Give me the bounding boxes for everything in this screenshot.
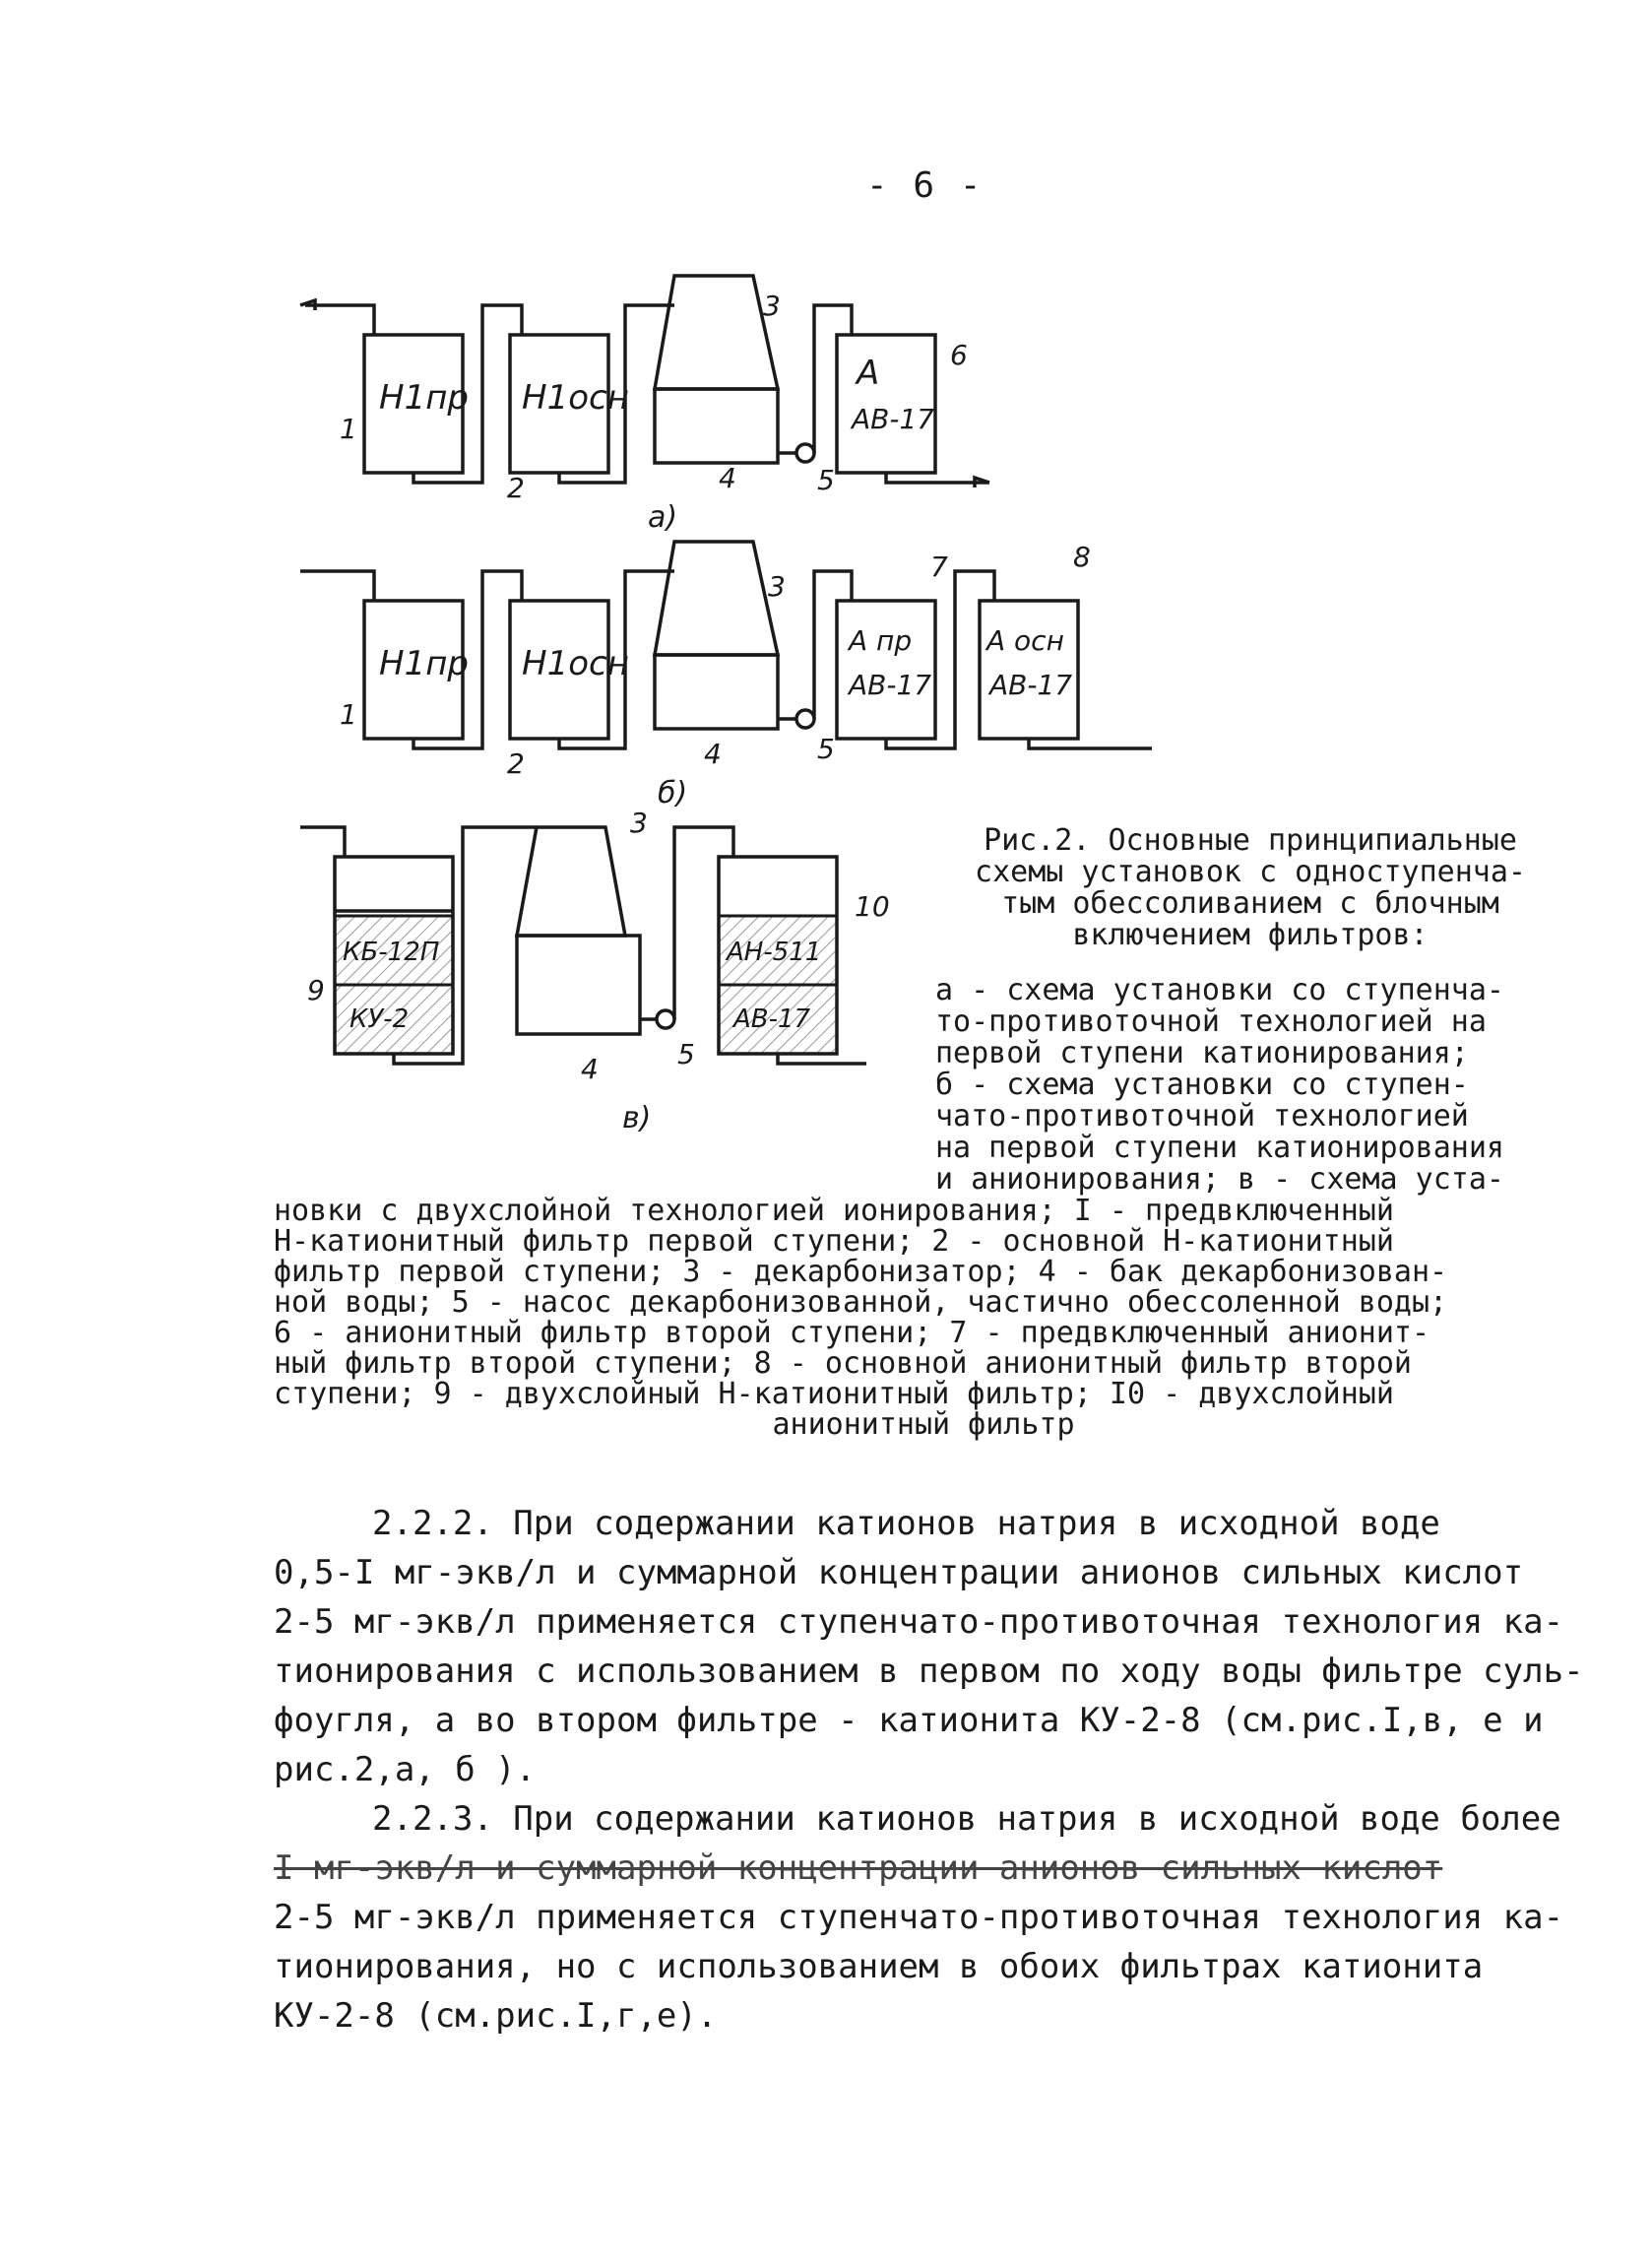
caption-line: 6 - анионитный фильтр второй ступени; 7 - предвключенный анионит-	[274, 1316, 1430, 1350]
paragraph-2-2-3-line: 2.2.3. При содержании катионов натрия в исходной воде более	[372, 1799, 1561, 1839]
caption-line: и анионирования; в - схема уста-	[935, 1162, 1504, 1197]
caption-line: фильтр первой ступени; 3 - декарбонизатор; 4 - бак декарбонизован-	[274, 1255, 1448, 1289]
paragraph-2-2-2-line: 0,5-I мг-экв/л и суммарной концентрации анионов сильных кислот	[274, 1553, 1524, 1592]
num-5: 5	[817, 464, 835, 496]
caption-line: новки с двухслойной технологией ионирования; I - предвключенный	[274, 1194, 1394, 1228]
filter-6-label-line2: АВ-17	[852, 403, 935, 435]
filter-6-label-line1: А	[857, 354, 880, 393]
num-6: 6	[950, 339, 968, 371]
paragraph-2-2-2-line: тионирования с использованием в первом по ходу воды фильтре суль-	[274, 1652, 1584, 1691]
num-8: 8	[1073, 541, 1091, 573]
caption-line: первой ступени катионирования;	[935, 1036, 1469, 1070]
paragraph-2-2-3-line: тионирования, но с использованием в обоих фильтрах катионита	[274, 1947, 1484, 1986]
num-7: 7	[930, 551, 948, 583]
num-4-b: 4	[704, 738, 722, 770]
filter-1-label-b: Н1пр	[379, 644, 470, 683]
filter-2-label: Н1осн	[522, 378, 629, 418]
layer-av-17: АВ-17	[733, 1004, 811, 1034]
paragraph-2-2-3-line: КУ-2-8 (см.рис.I,г,е).	[274, 1996, 718, 2036]
num-10: 10	[855, 890, 890, 923]
body-text	[274, 1499, 1583, 2041]
scheme-a-label: а)	[648, 500, 678, 535]
filter-8-label-line1: А осн	[986, 624, 1064, 657]
caption-line: ступени; 9 - двухслойный Н-катионитный фильтр; I0 - двухслойный	[274, 1377, 1394, 1411]
paragraph-2-2-3-line: I мг-экв/л и суммарной концентрации анионов сильных кислот	[274, 1848, 1443, 1888]
num-3-v: 3	[630, 807, 648, 839]
caption-line: ный фильтр второй ступени; 8 - основной анионитный фильтр второй	[274, 1346, 1412, 1381]
scheme-v-label: в)	[622, 1101, 652, 1135]
num-5-v: 5	[677, 1038, 695, 1070]
layer-ku-2: КУ-2	[349, 1004, 410, 1034]
paragraph-2-2-2-line: фоугля, а во втором фильтре - катионита КУ-2-8 (см.рис.I,в, е и	[274, 1701, 1544, 1740]
caption-line: то-противоточной технологией на	[935, 1004, 1487, 1039]
num-3-b: 3	[768, 570, 786, 603]
caption-line: чато-противоточной технологией	[935, 1099, 1469, 1134]
num-2-b: 2	[507, 747, 525, 780]
caption-line: ной воды; 5 - насос декарбонизованной, частично обессоленной воды;	[274, 1285, 1448, 1320]
layer-kb-12p: КБ-12П	[343, 938, 440, 967]
scheme-b-label: б)	[658, 776, 688, 810]
filter-2-label-b: Н1осн	[522, 644, 629, 683]
num-1-b: 1	[340, 698, 357, 731]
caption-last-line: анионитный фильтр	[772, 1407, 1075, 1442]
caption-line: б - схема установки со ступен-	[935, 1068, 1469, 1102]
caption-legend-full	[274, 1196, 1573, 1440]
figure-caption-title	[935, 825, 1565, 951]
num-2: 2	[507, 472, 525, 504]
filter-7-label-line2: АВ-17	[849, 669, 932, 701]
caption-title-line: схемы установок с одноступенча-	[975, 855, 1526, 889]
caption-title-line: тым обессоливанием с блочным	[1001, 886, 1499, 921]
caption-line: на первой ступени катионирования	[935, 1131, 1504, 1165]
num-3: 3	[763, 290, 781, 322]
num-9: 9	[307, 974, 325, 1006]
paragraph-2-2-2-line: 2.2.2. При содержании катионов натрия в исходной воде	[372, 1504, 1440, 1543]
caption-line: Н-катионитный фильтр первой ступени; 2 - основной Н-катионитный	[274, 1224, 1394, 1259]
filter-8-label-line2: АВ-17	[989, 669, 1073, 701]
layer-an-511: АН-511	[727, 938, 822, 967]
num-4: 4	[719, 462, 736, 494]
caption-title-line: Рис.2. Основные принципиальные	[984, 823, 1517, 858]
num-4-v: 4	[581, 1053, 599, 1085]
page-number: - 6 -	[866, 165, 984, 206]
paragraph-2-2-2-line: рис.2,а, б ).	[274, 1750, 537, 1789]
paragraph-2-2-3-line: 2-5 мг-экв/л применяется ступенчато-противоточная технология ка-	[274, 1898, 1564, 1937]
paragraph-2-2-2-line: 2-5 мг-экв/л применяется ступенчато-противоточная технология ка-	[274, 1602, 1564, 1642]
filter-7-label-line1: А пр	[849, 624, 913, 657]
filter-1-label: Н1пр	[379, 378, 470, 418]
num-1: 1	[340, 413, 357, 445]
caption-title-line: включением фильтров:	[1072, 918, 1429, 952]
caption-line: а - схема установки со ступенча-	[935, 973, 1504, 1007]
caption-legend-right	[935, 975, 1565, 1196]
num-5-b: 5	[817, 733, 835, 765]
